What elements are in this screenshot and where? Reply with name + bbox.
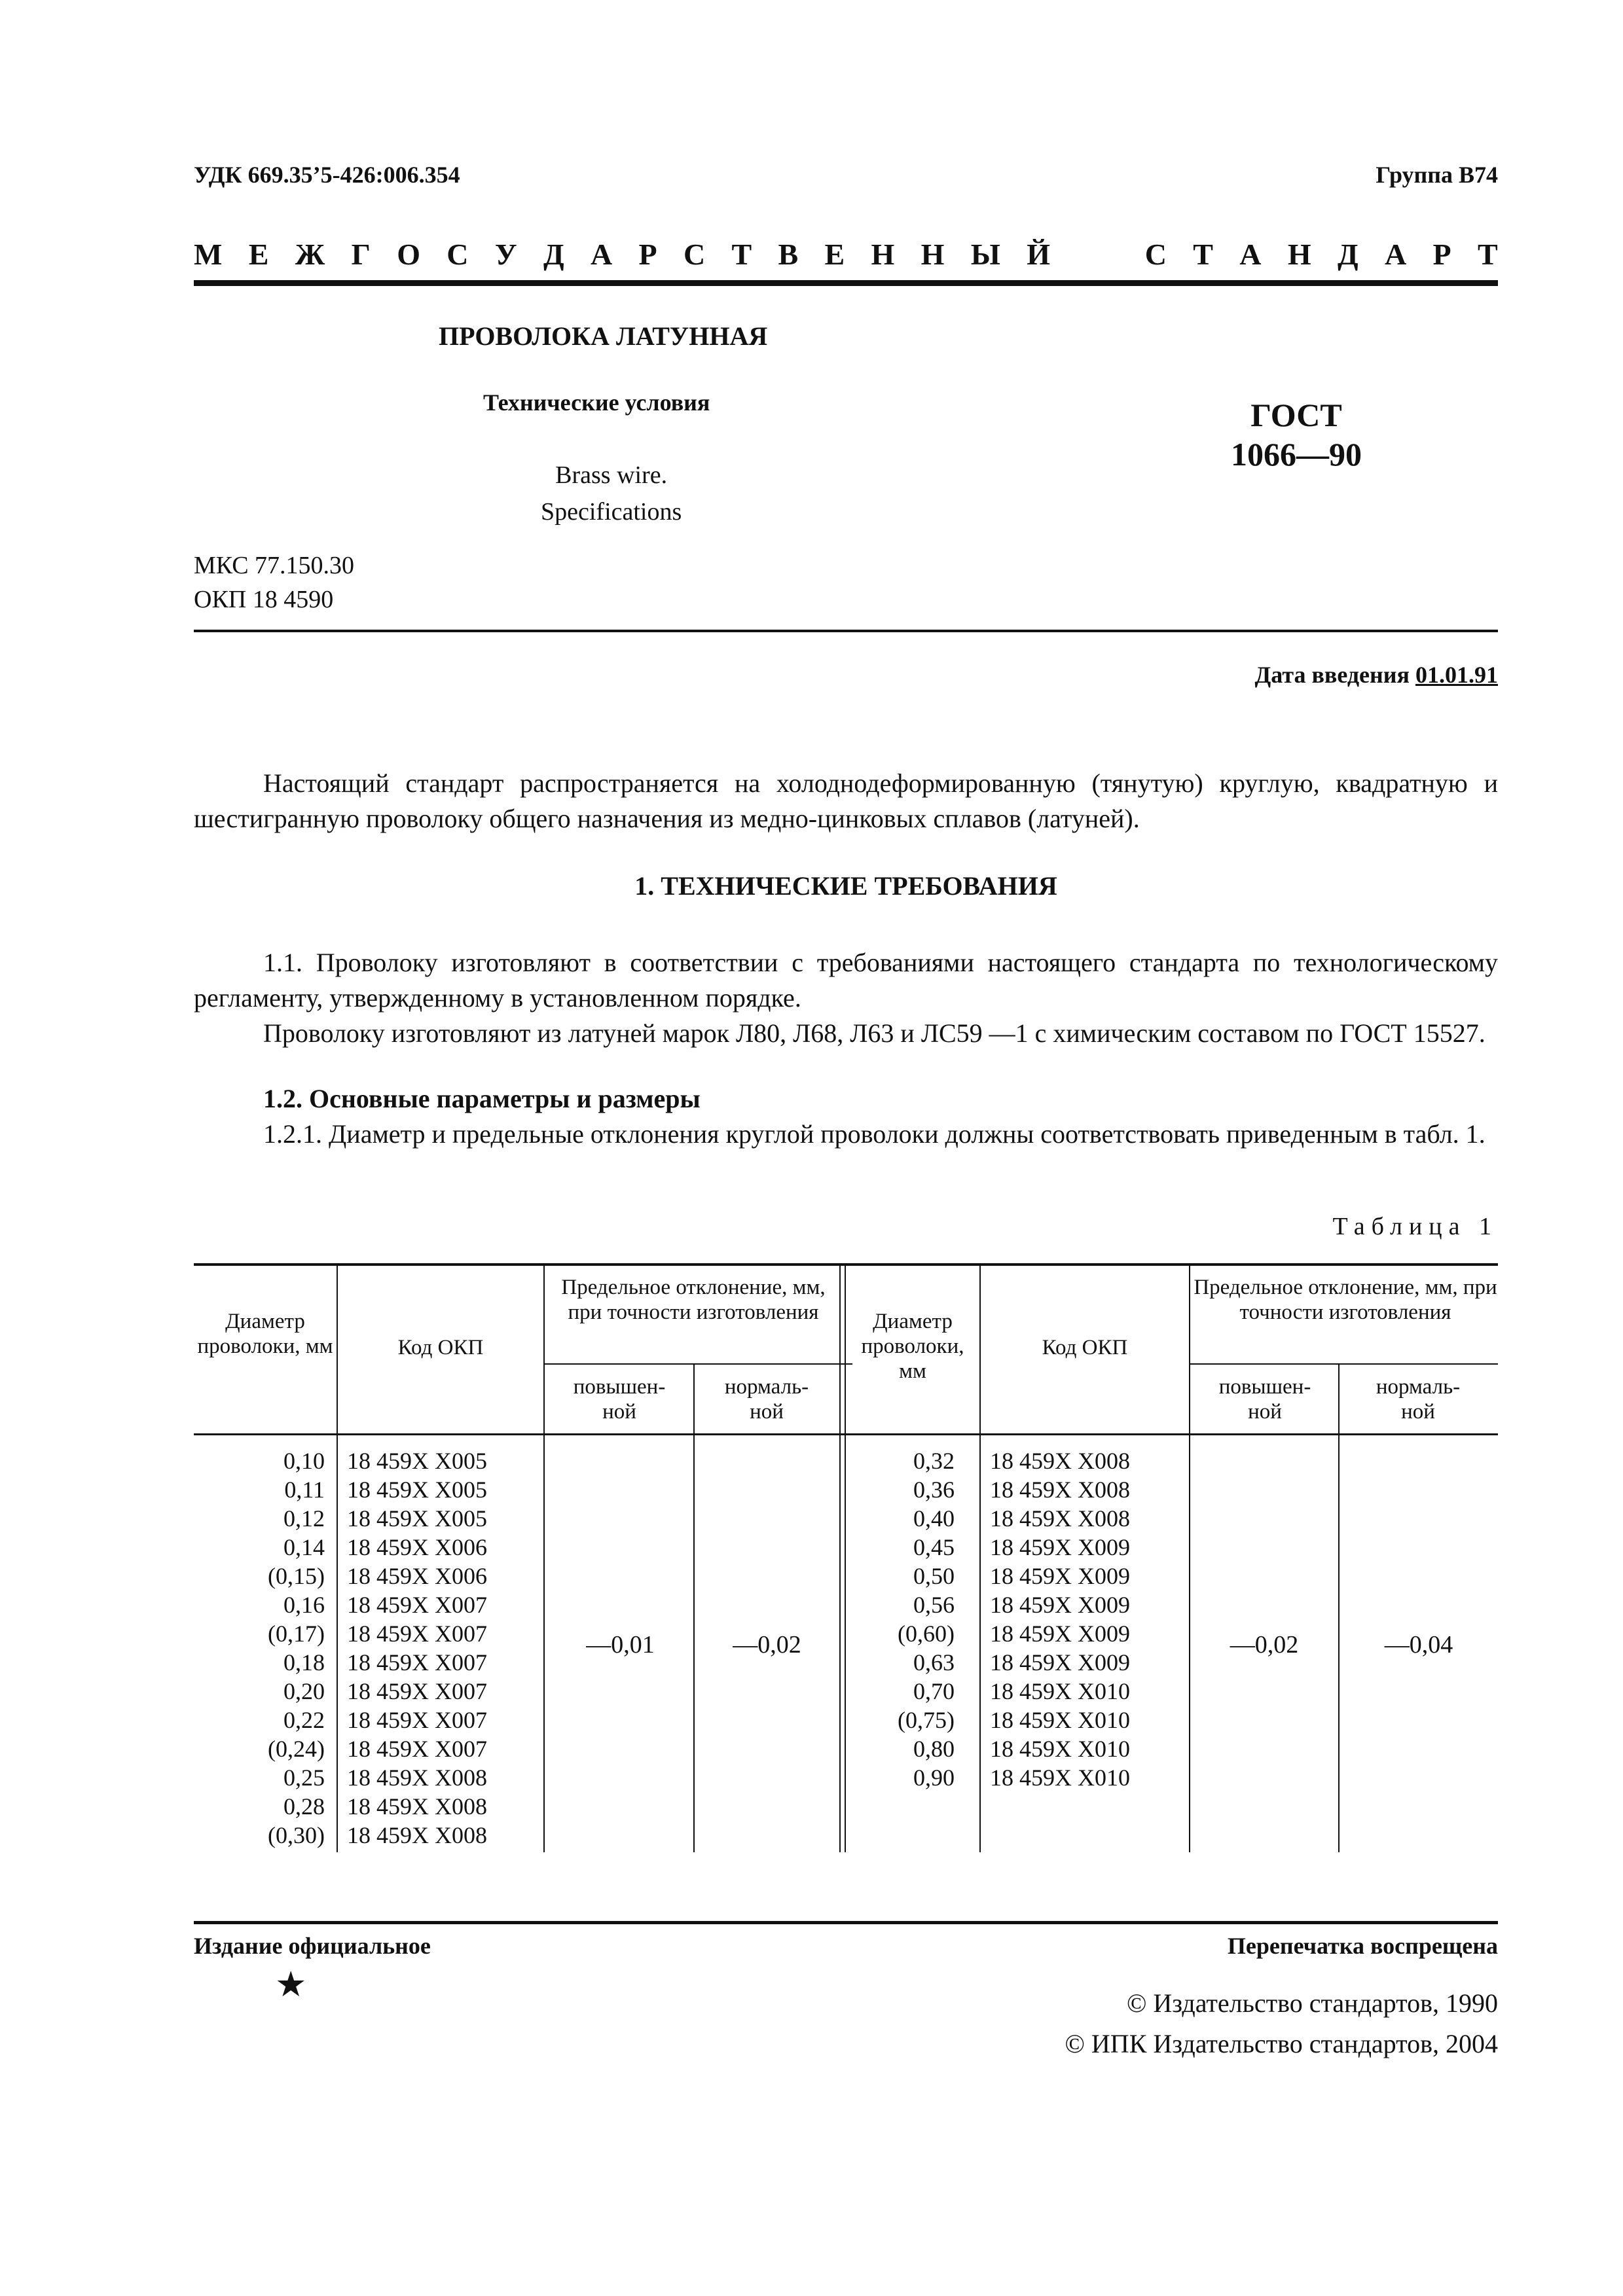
banner-letter: Д xyxy=(1337,238,1359,271)
table-vline xyxy=(1338,1363,1340,1852)
okp-code: ОКП 18 4590 xyxy=(194,586,334,613)
table-cell-okp-code: 18 459Х Х006 xyxy=(347,1534,487,1560)
table-vline xyxy=(693,1363,695,1852)
copyright-block xyxy=(1065,1983,1498,2064)
english-title-line1: Brass wire. xyxy=(555,461,668,489)
table-vline xyxy=(839,1263,841,1852)
table-vline xyxy=(543,1263,545,1852)
right-dev-normal: —0,04 xyxy=(1384,1631,1453,1659)
table-cell-okp-code: 18 459Х Х007 xyxy=(347,1649,487,1676)
table-cell-okp-code: 18 459Х Х007 xyxy=(347,1678,487,1704)
table-cell-diameter: (0,60) xyxy=(898,1621,955,1647)
table-cell-diameter: 0,16 xyxy=(283,1592,325,1618)
official-edition: Издание официальное xyxy=(194,1933,431,1959)
table-cell-okp-code: 18 459Х Х005 xyxy=(347,1477,487,1503)
banner-letter: Ы xyxy=(970,238,1000,271)
table-cell-okp-code: 18 459Х Х009 xyxy=(990,1563,1130,1589)
banner-letter: Н xyxy=(921,238,945,271)
banner-letter: С xyxy=(1144,238,1167,271)
date-label: Дата введения xyxy=(1254,662,1410,688)
table-cell-diameter: 0,80 xyxy=(913,1736,955,1762)
header-diameter: Диаметр проволоки, мм xyxy=(197,1310,333,1358)
table-cell-okp-code: 18 459Х Х009 xyxy=(990,1621,1130,1647)
header-rule xyxy=(194,280,1498,286)
table-cell-diameter: 0,40 xyxy=(913,1505,955,1532)
copyright-2004: © ИПК Издательство стандартов, 2004 xyxy=(1065,2029,1498,2058)
table-cell-okp-code: 18 459Х Х010 xyxy=(990,1707,1130,1733)
table-cell-diameter: 0,28 xyxy=(283,1793,325,1820)
table-vline xyxy=(1189,1263,1190,1852)
udk-code: УДК 669.35’5-426:006.354 xyxy=(194,162,460,188)
table-cell-diameter: (0,15) xyxy=(268,1563,325,1589)
date-value: 01.01.91 xyxy=(1415,662,1498,688)
banner-letter: Р xyxy=(638,238,657,271)
banner-word-gap xyxy=(1076,237,1118,272)
gost-number xyxy=(1198,395,1395,474)
table-cell-diameter: 0,10 xyxy=(283,1448,325,1474)
banner-letter: А xyxy=(1384,238,1407,271)
gost-code: 1066—90 xyxy=(1231,436,1362,473)
table-cell-diameter: 0,12 xyxy=(283,1505,325,1532)
codes-rule xyxy=(194,630,1498,632)
table-cell-okp-code: 18 459Х Х007 xyxy=(347,1736,487,1762)
header-deviation: Предельное отклонение, мм, при точности изготовления xyxy=(561,1276,826,1324)
banner-letter: С xyxy=(683,238,706,271)
banner-letter: У xyxy=(494,238,517,271)
table-1 xyxy=(194,1263,1498,1852)
banner-letter: Е xyxy=(824,238,845,271)
footer-rule xyxy=(194,1921,1498,1924)
intro-paragraph: Настоящий стандарт распространяется на холоднодеформированную (тянутую) круглую, квадратную и шестигранную проволоку общего назначения из медно-цинковых сплавов (латуней). xyxy=(194,768,1498,833)
table-cell-okp-code: 18 459Х Х007 xyxy=(347,1621,487,1647)
banner-letter: Е xyxy=(248,238,269,271)
table-caption: Таблица 1 xyxy=(1332,1213,1498,1240)
banner-letter: Й xyxy=(1027,238,1051,271)
right-code-column xyxy=(990,1446,1186,1792)
document-subtitle: Технические условия xyxy=(483,389,710,416)
table-cell-diameter: (0,30) xyxy=(268,1822,325,1848)
mks-code: МКС 77.150.30 xyxy=(194,552,355,579)
table-cell-diameter: 0,70 xyxy=(913,1678,955,1704)
banner-letter: В xyxy=(778,238,799,271)
table-cell-okp-code: 18 459Х Х008 xyxy=(347,1765,487,1791)
table-cell-okp-code: 18 459Х Х006 xyxy=(347,1563,487,1589)
gost-label: ГОСТ xyxy=(1250,397,1342,433)
copyright-1990: © Издательство стандартов, 1990 xyxy=(1126,1988,1498,2018)
paragraph-1-1b: Проволоку изготовляют из латуней марок Л80, Л68, Л63 и ЛС59 —1 с химическим составом по ГОСТ 15527. xyxy=(263,1018,1486,1048)
table-cell-diameter: 0,14 xyxy=(283,1534,325,1560)
left-code-column xyxy=(347,1446,543,1850)
right-diameter-column xyxy=(846,1446,955,1792)
table-cell-diameter: 0,63 xyxy=(913,1649,955,1676)
header-normal: нормаль- ной xyxy=(724,1375,809,1424)
table-cell-okp-code: 18 459Х Х008 xyxy=(347,1793,487,1820)
left-diameter-column xyxy=(194,1446,325,1850)
table-cell-diameter: 0,36 xyxy=(913,1477,955,1503)
banner-letter: О xyxy=(397,238,420,271)
table-cell-diameter: 0,11 xyxy=(284,1477,325,1503)
right-dev-increased: —0,02 xyxy=(1230,1631,1299,1659)
introduction-date xyxy=(1255,661,1499,689)
banner-letter: Р xyxy=(1432,238,1451,271)
paragraph-1-2-heading: 1.2. Основные параметры и размеры xyxy=(263,1084,701,1113)
group-code: Группа В74 xyxy=(1376,162,1498,188)
banner-letter: Н xyxy=(871,238,895,271)
table-cell-diameter: 0,90 xyxy=(913,1765,955,1791)
left-dev-normal: —0,02 xyxy=(733,1631,801,1659)
table-cell-diameter: 0,22 xyxy=(283,1707,325,1733)
left-dev-increased: —0,01 xyxy=(586,1631,655,1659)
table-cell-diameter: 0,18 xyxy=(283,1649,325,1676)
banner-letter: Т xyxy=(1477,238,1498,271)
banner-letter: Т xyxy=(1193,238,1213,271)
table-cell-diameter: (0,75) xyxy=(898,1707,955,1733)
table-cell-okp-code: 18 459Х Х010 xyxy=(990,1765,1130,1791)
header-normal-right: нормаль- ной xyxy=(1376,1375,1461,1424)
table-header-rule xyxy=(194,1433,1498,1435)
table-cell-diameter: 0,20 xyxy=(283,1678,325,1704)
table-cell-okp-code: 18 459Х Х007 xyxy=(347,1707,487,1733)
banner-letter: А xyxy=(1239,238,1262,271)
table-cell-okp-code: 18 459Х Х008 xyxy=(990,1505,1130,1532)
table-cell-okp-code: 18 459Х Х005 xyxy=(347,1448,487,1474)
header-okp: Код ОКП xyxy=(397,1336,484,1359)
table-cell-diameter: (0,17) xyxy=(268,1621,325,1647)
header-diameter-right: Диаметр проволоки, мм xyxy=(861,1310,964,1383)
table-subheader-rule-right xyxy=(1189,1363,1498,1365)
table-cell-okp-code: 18 459Х Х005 xyxy=(347,1505,487,1532)
table-cell-okp-code: 18 459Х Х009 xyxy=(990,1649,1130,1676)
table-cell-okp-code: 18 459Х Х008 xyxy=(347,1822,487,1848)
paragraph-1-1: 1.1. Проволоку изготовляют в соответствии с требованиями настоящего стандарта по технологическому регламенту, утвержденному в установленном порядке. xyxy=(194,948,1498,1013)
table-cell-okp-code: 18 459Х Х009 xyxy=(990,1534,1130,1560)
table-cell-diameter: (0,24) xyxy=(268,1736,325,1762)
banner-letter: С xyxy=(447,238,469,271)
table-subheader-rule-left xyxy=(543,1363,852,1365)
banner-letter: Д xyxy=(543,238,564,271)
english-title-line2: Specifications xyxy=(541,498,682,526)
header-okp-right: Код ОКП xyxy=(1042,1336,1128,1359)
banner-letter: М xyxy=(194,238,223,271)
banner-letter: Г xyxy=(351,238,371,271)
banner-letter: А xyxy=(590,238,613,271)
table-cell-diameter: 0,56 xyxy=(913,1592,955,1618)
banner-letter: Ж xyxy=(295,238,325,271)
interstate-standard-banner xyxy=(194,237,1498,272)
table-cell-diameter: 0,25 xyxy=(283,1765,325,1791)
table-top-rule xyxy=(194,1263,1498,1266)
reprint-prohibited: Перепечатка воспрещена xyxy=(1227,1933,1498,1959)
header-deviation-right: Предельное отклонение, мм, при точности изготовления xyxy=(1194,1276,1497,1324)
section-heading: 1. ТЕХНИЧЕСКИЕ ТРЕБОВАНИЯ xyxy=(634,871,1057,901)
document-title: ПРОВОЛОКА ЛАТУННАЯ xyxy=(439,321,768,351)
table-cell-diameter: 0,45 xyxy=(913,1534,955,1560)
header-increased-right: повышен- ной xyxy=(1218,1375,1311,1424)
english-title xyxy=(541,457,682,530)
star-icon: ★ xyxy=(275,1965,307,2004)
table-cell-diameter: 0,50 xyxy=(913,1563,955,1589)
table-cell-okp-code: 18 459Х Х008 xyxy=(990,1448,1130,1474)
classification-codes xyxy=(194,548,354,617)
header-increased: повышен- ной xyxy=(573,1375,666,1424)
paragraph-1-2-1: 1.2.1. Диаметр и предельные отклонения круглой проволоки должны соответствовать приведенным в табл. 1. xyxy=(263,1119,1486,1149)
banner-letter: Н xyxy=(1287,238,1311,271)
table-cell-okp-code: 18 459Х Х007 xyxy=(347,1592,487,1618)
table-cell-okp-code: 18 459Х Х010 xyxy=(990,1736,1130,1762)
table-cell-okp-code: 18 459Х Х010 xyxy=(990,1678,1130,1704)
table-cell-diameter: 0,32 xyxy=(913,1448,955,1474)
table-cell-okp-code: 18 459Х Х008 xyxy=(990,1477,1130,1503)
banner-letter: Т xyxy=(731,238,752,271)
table-cell-okp-code: 18 459Х Х009 xyxy=(990,1592,1130,1618)
